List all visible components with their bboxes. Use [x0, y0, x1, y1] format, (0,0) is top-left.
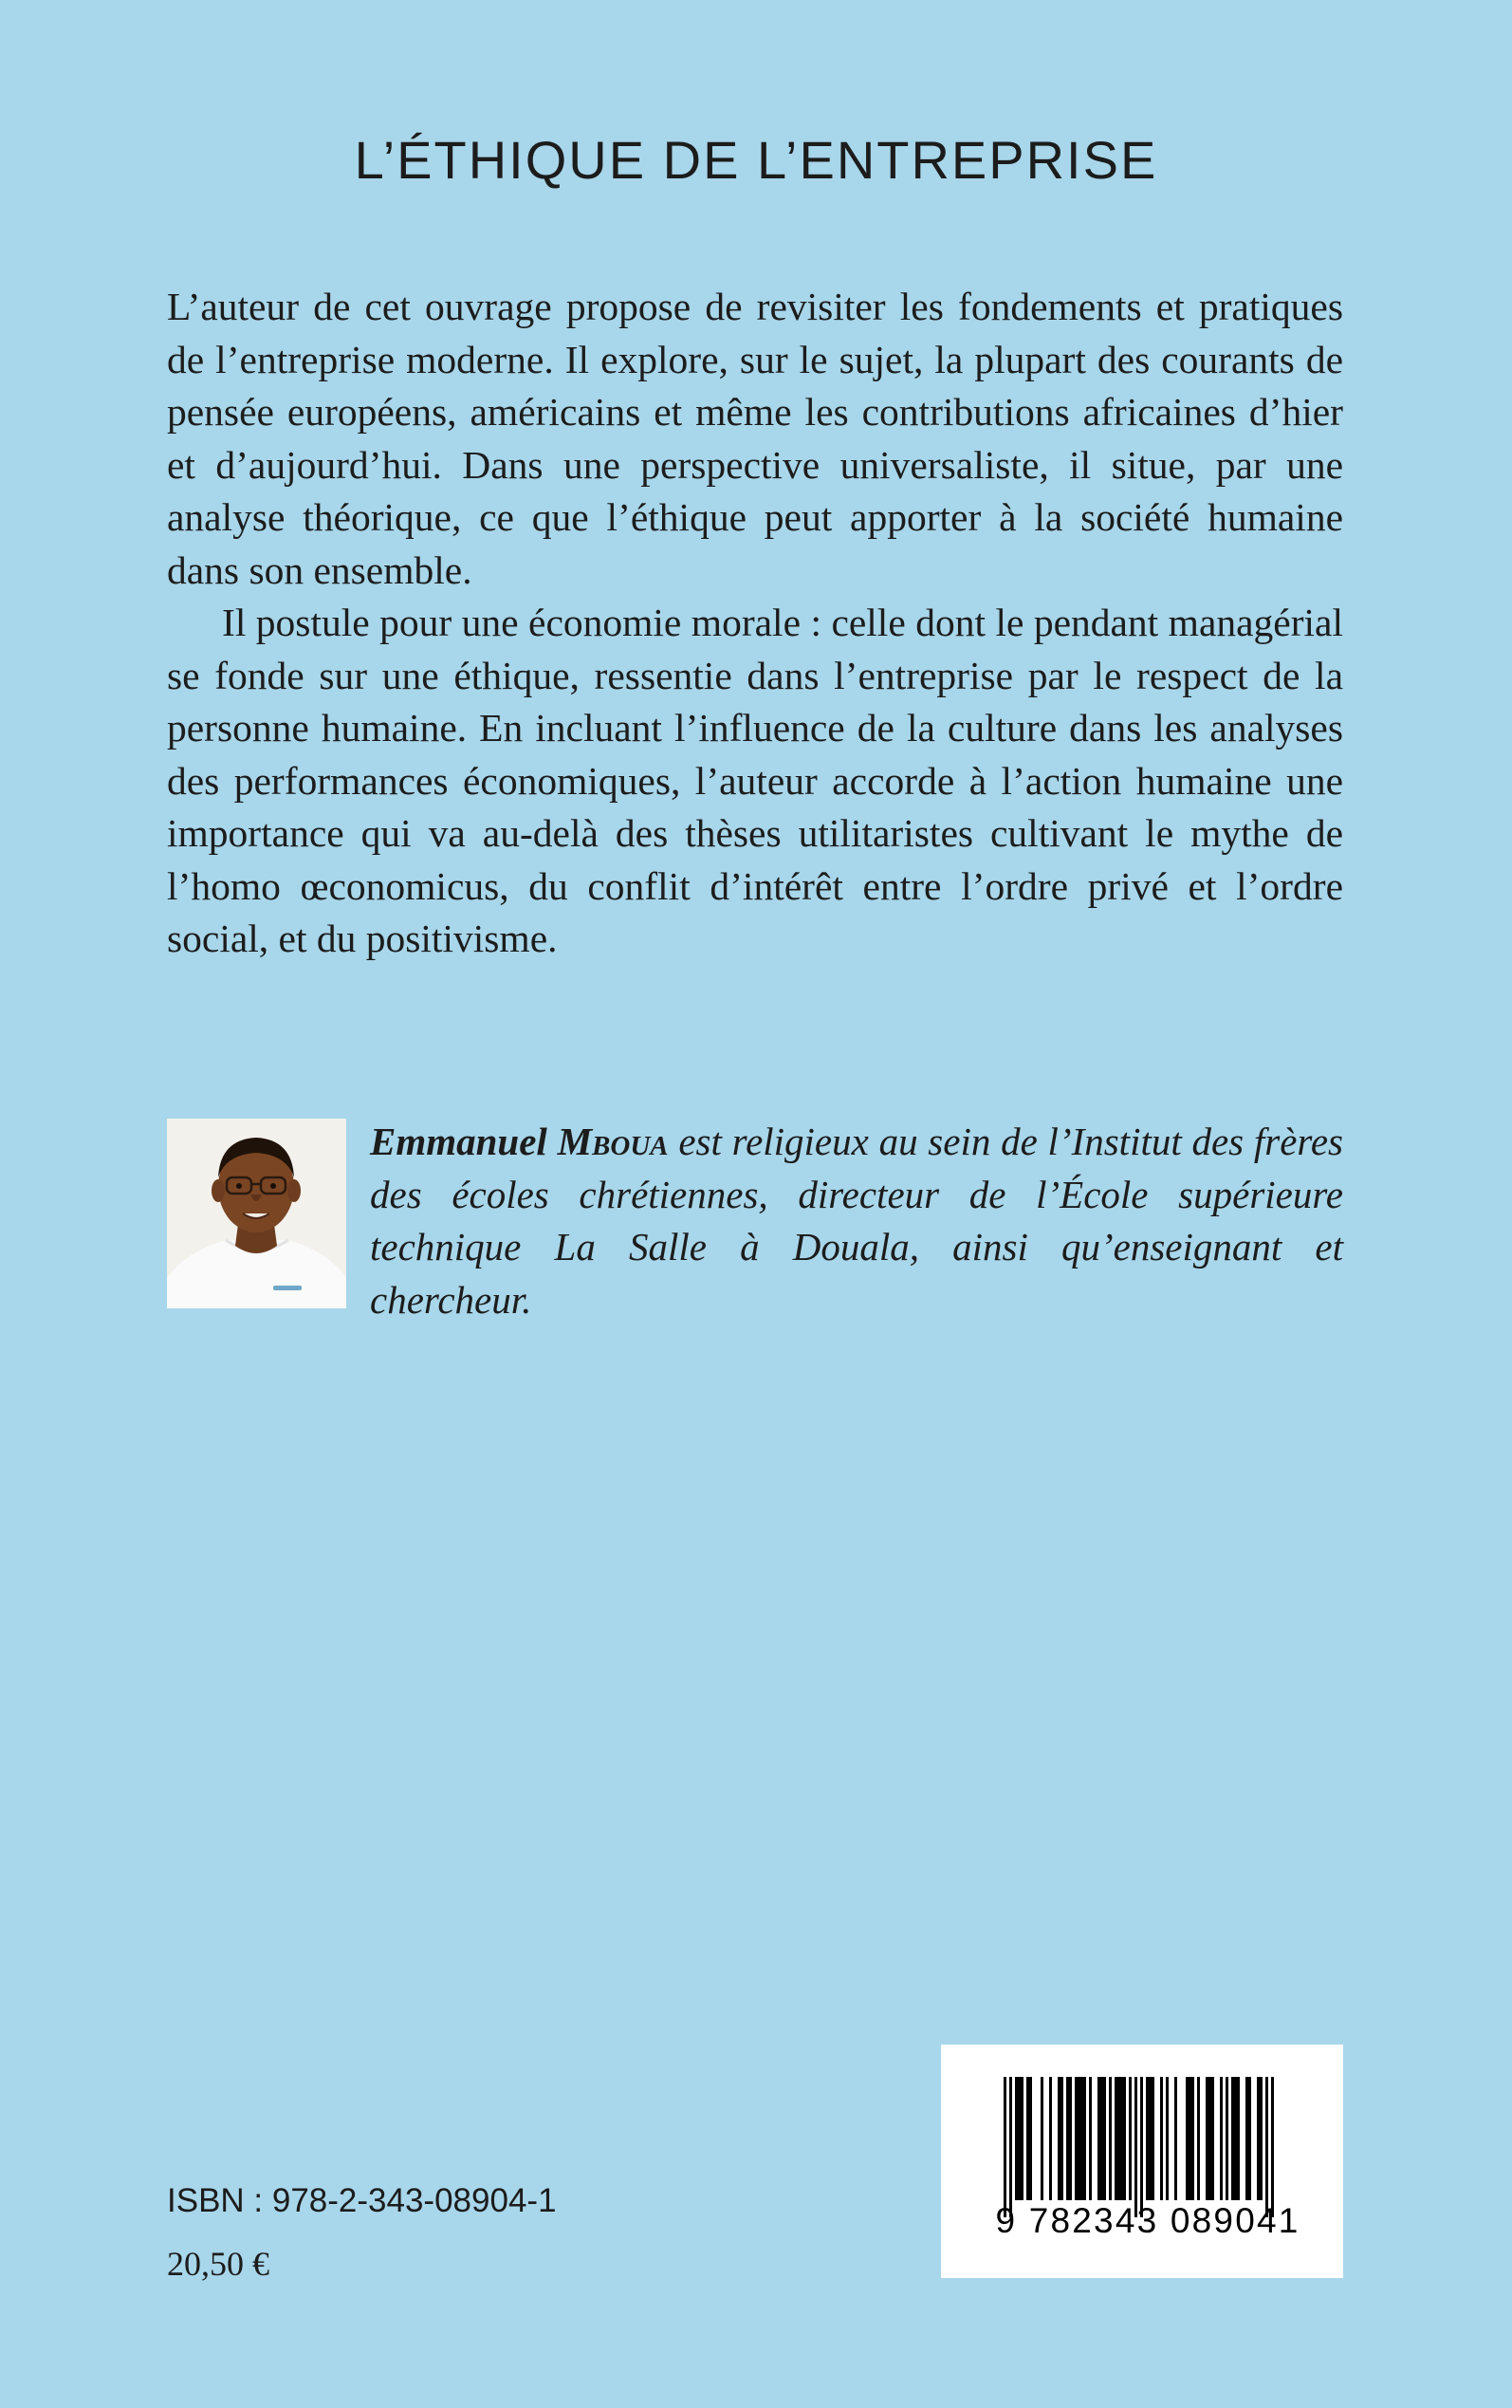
barcode-bar — [1226, 2077, 1228, 2200]
barcode-bar — [1058, 2077, 1060, 2200]
author-name — [370, 1120, 669, 1163]
author-biography — [370, 1116, 1343, 1326]
barcode-bar — [1100, 2077, 1103, 2200]
barcode-bar — [1248, 2077, 1251, 2200]
barcode-bar — [1004, 2077, 1006, 2217]
barcode-bar — [1089, 2077, 1092, 2200]
barcode-bar — [1271, 2077, 1274, 2217]
barcode-bar — [1191, 2077, 1194, 2200]
barcode-bar — [1021, 2077, 1023, 2200]
isbn-label: ISBN : 978-2-343-08904-1 — [167, 2182, 557, 2219]
barcode-bar — [1129, 2077, 1132, 2200]
barcode-bar — [1257, 2077, 1260, 2200]
barcode-bar — [1109, 2077, 1112, 2200]
barcode-bar — [1260, 2077, 1263, 2200]
barcode-bar — [1146, 2077, 1149, 2200]
barcode-bar — [1120, 2077, 1123, 2200]
barcode-bar — [1103, 2077, 1106, 2200]
barcode-bar — [1015, 2077, 1018, 2200]
barcode-bar — [1049, 2077, 1052, 2200]
barcode-bar — [1152, 2077, 1154, 2200]
barcode-bar — [1220, 2077, 1223, 2200]
barcode-bar — [1123, 2077, 1126, 2200]
barcode-bar — [1009, 2077, 1012, 2217]
barcode-bar — [1026, 2077, 1029, 2200]
author-first-name: Emmanuel — [370, 1120, 547, 1163]
barcode-bar — [1237, 2077, 1240, 2200]
barcode-bar — [1041, 2077, 1043, 2200]
barcode — [941, 2045, 1343, 2278]
barcode-bar — [1069, 2077, 1072, 2200]
barcode-bar — [1234, 2077, 1237, 2200]
barcode-bar — [1189, 2077, 1191, 2200]
barcode-bar — [1265, 2077, 1268, 2217]
barcode-bar — [1149, 2077, 1152, 2200]
barcode-bar — [1206, 2077, 1208, 2200]
barcode-bar — [1140, 2077, 1143, 2217]
barcode-digits: 9 782343 089041 — [995, 2201, 1300, 2240]
book-summary — [167, 281, 1343, 966]
barcode-bar — [1174, 2077, 1177, 2200]
author-portrait-icon — [167, 1119, 346, 1308]
barcode-bars — [941, 2045, 1343, 2278]
barcode-bar — [1160, 2077, 1163, 2200]
barcode-bar — [1075, 2077, 1078, 2200]
barcode-bar — [1115, 2077, 1117, 2200]
barcode-bar — [1018, 2077, 1021, 2200]
barcode-bar — [1117, 2077, 1120, 2200]
barcode-bar — [1097, 2077, 1100, 2200]
author-bio-text: est religieux au sein de l’Institut des frères des écoles chrétiennes, directeur de l’École supérieure technique La Salle à Douala, ainsi qu’enseignant et chercheur. — [370, 1120, 1344, 1322]
summary-paragraph-1: L’auteur de cet ouvrage propose de revisiter les fondements et pratiques de l’entreprise moderne. Il explore, sur le sujet, la plupart des courants de pensée européens, américains et même les contributions africaines d’hier et d’aujourd’hui. Dans une perspective universaliste, il situe, par une analyse théorique, ce que l’éthique peut apporter à la société humaine dans son ensemble. — [167, 285, 1343, 592]
barcode-bar — [1186, 2077, 1189, 2200]
barcode-bar — [1134, 2077, 1137, 2217]
barcode-bar — [1208, 2077, 1211, 2200]
barcode-bar — [1080, 2077, 1083, 2200]
barcode-bar — [1083, 2077, 1086, 2200]
author-portrait-photo — [167, 1119, 346, 1308]
barcode-bar — [1066, 2077, 1069, 2200]
barcode-bar — [1245, 2077, 1248, 2200]
barcode-bar — [1166, 2077, 1169, 2200]
barcode-bar — [1231, 2077, 1234, 2200]
barcode-bar — [1078, 2077, 1080, 2200]
barcode-bar — [1060, 2077, 1063, 2200]
book-title: L’ÉTHIQUE DE L’ENTREPRISE — [354, 130, 1158, 190]
barcode-bar — [1197, 2077, 1200, 2200]
barcode-bar — [1211, 2077, 1214, 2200]
price-label: 20,50 € — [167, 2245, 269, 2283]
author-last-name: Mboua — [557, 1120, 669, 1163]
summary-paragraph-2: Il postule pour une économie morale : celle dont le pendant managérial se fonde sur une éthique, ressentie dans l’entreprise par le respect de la personne humaine. En incluant l’influence de la culture dans les analyses des performances économiques, l’auteur accorde à l’action humaine une importance qui va au-delà des thèses utilitaristes cultivant le mythe de l’homo œconomicus, du conflit d’intérêt entre l’ordre privé et l’ordre social, et du positivisme. — [167, 601, 1343, 960]
barcode-bar — [1029, 2077, 1032, 2200]
